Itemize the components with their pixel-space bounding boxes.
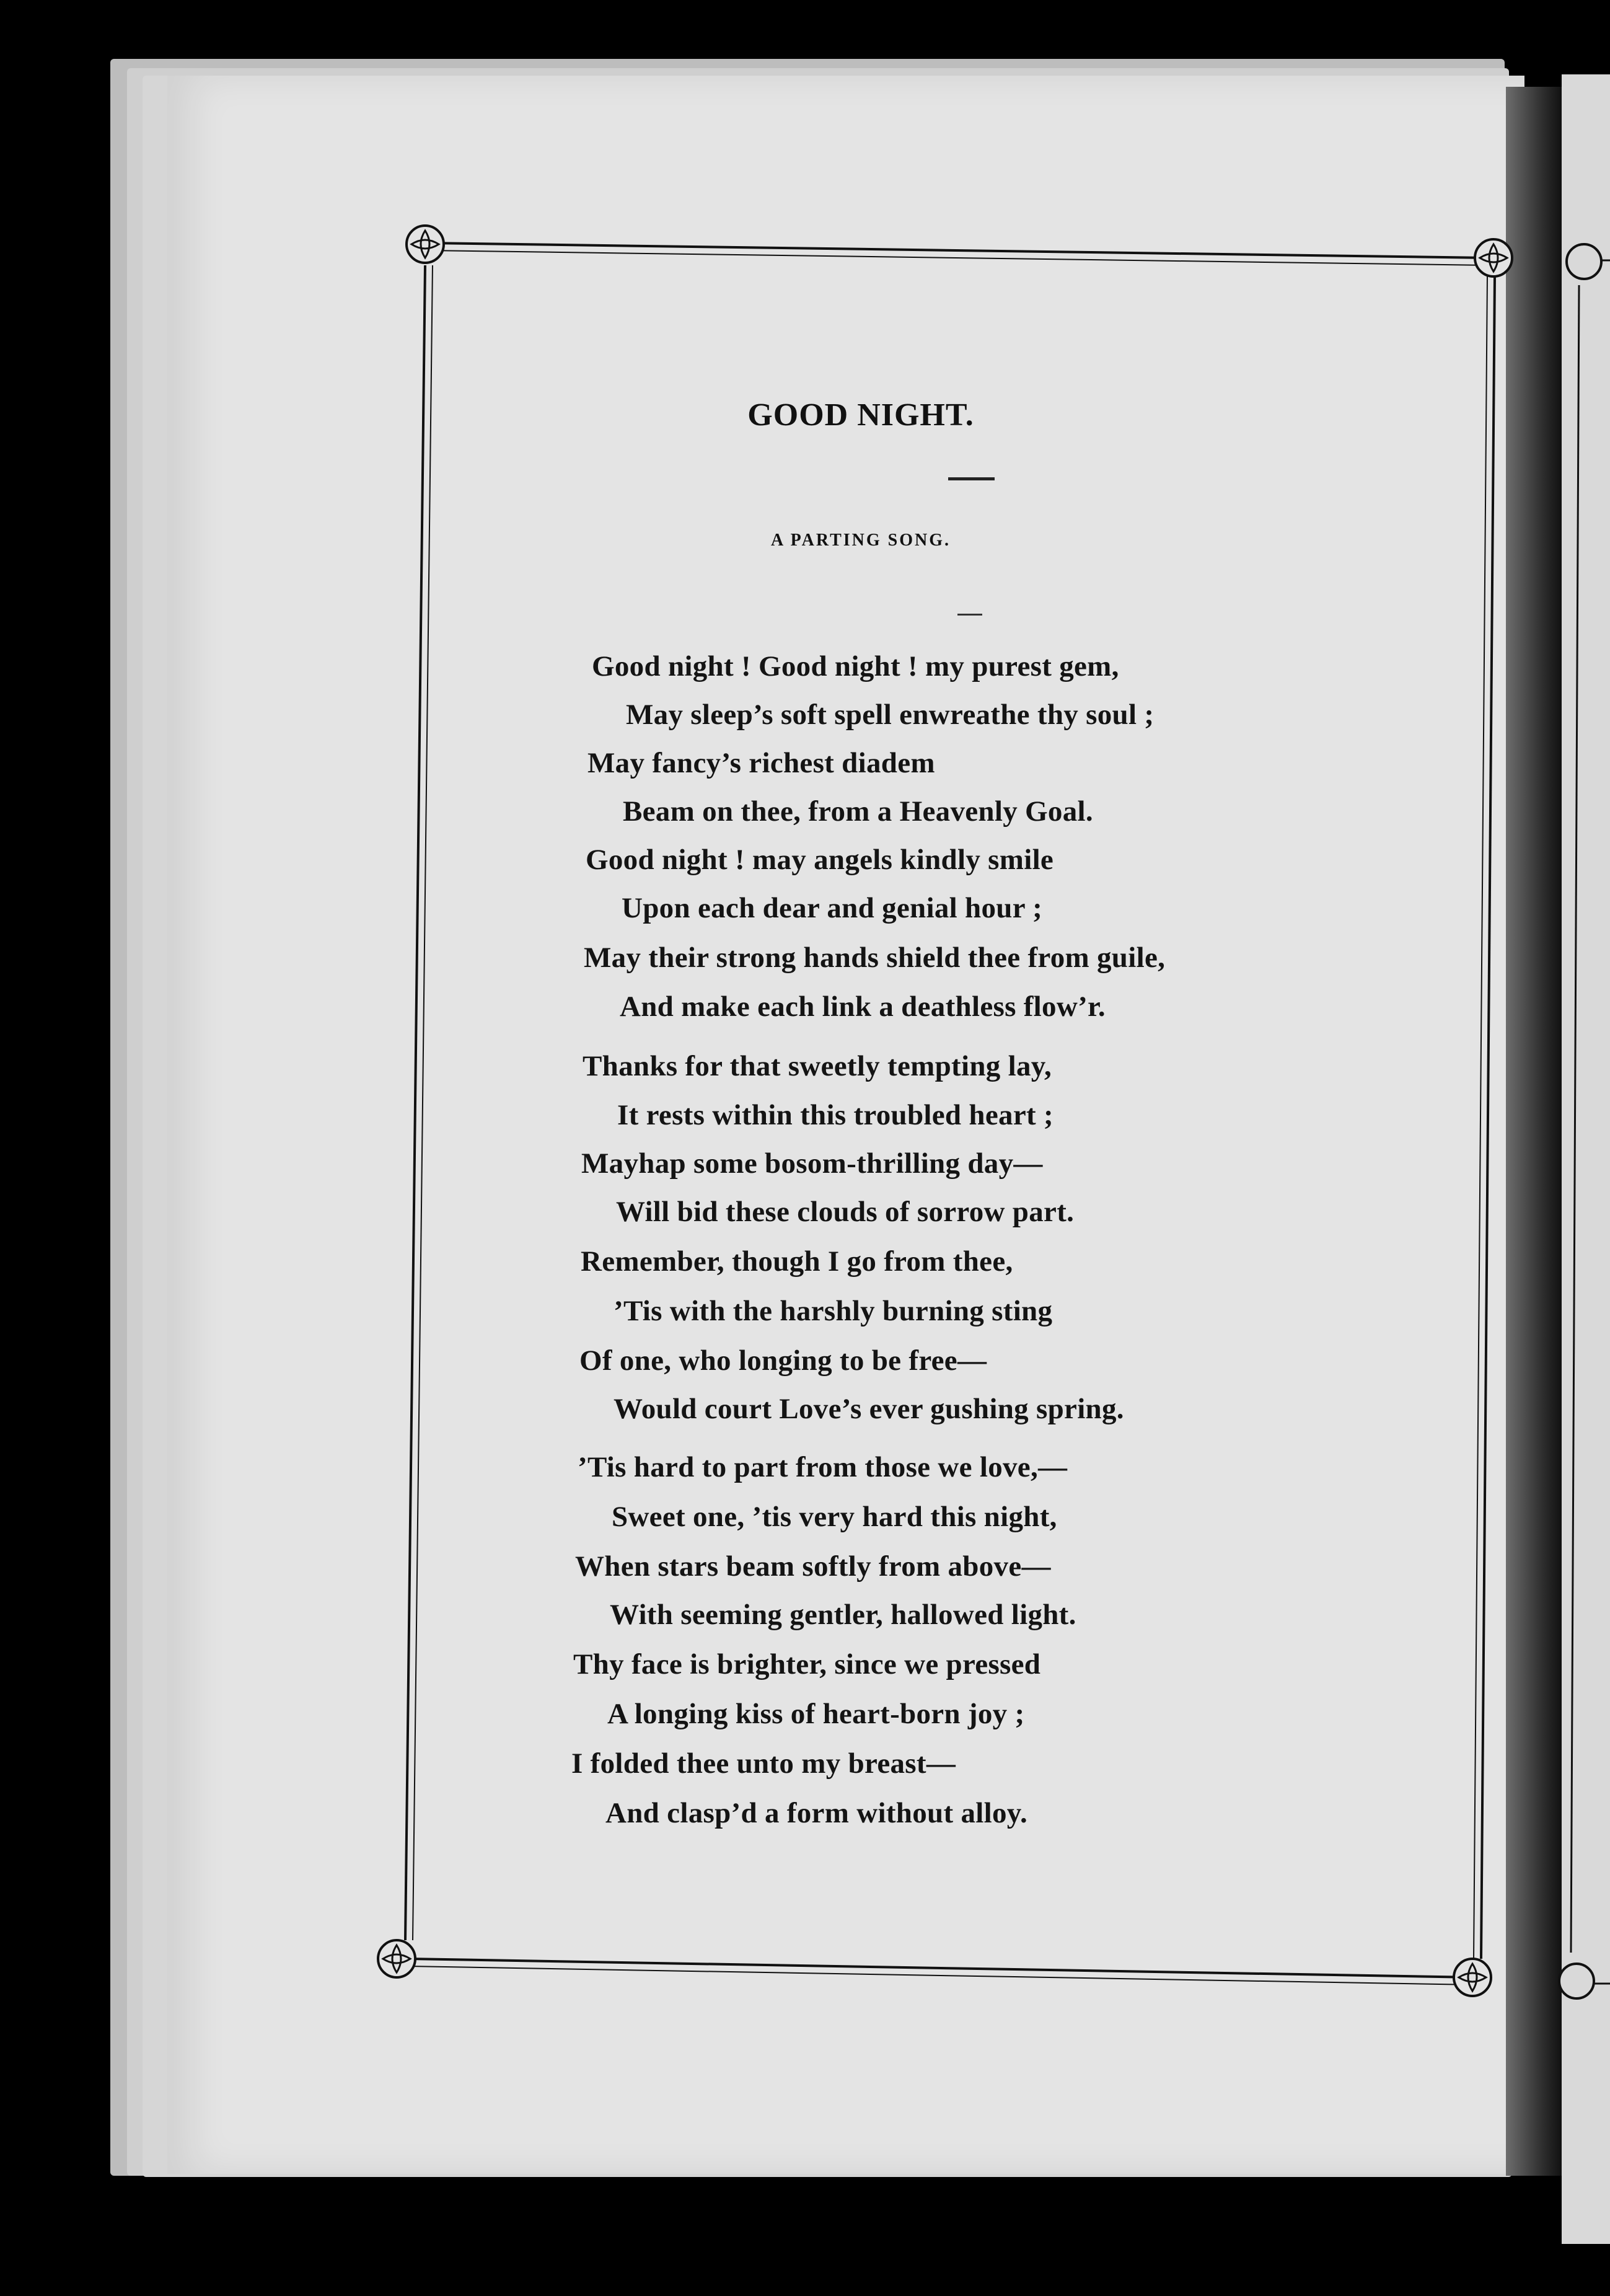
poem-line: Good night ! may angels kindly smile (586, 844, 1054, 876)
poem-line: Mayhap some bosom-thrilling day— (581, 1147, 1043, 1180)
poem-line: Remember, though I go from thee, (581, 1245, 1013, 1278)
poem-line: Will bid these clouds of sorrow part. (616, 1196, 1075, 1228)
poem-subtitle: A PARTING SONG. (770, 531, 951, 550)
poem-line: And make each link a deathless flow’r. (620, 991, 1106, 1023)
poem-line: ’Tis with the harshly burning sting (614, 1295, 1053, 1327)
poem-line: A longing kiss of heart-born joy ; (607, 1698, 1025, 1730)
poem-line: Would court Love’s ever gushing spring. (614, 1393, 1124, 1425)
poem-line: Of one, who longing to be free— (579, 1344, 987, 1377)
poem-line: Upon each dear and genial hour ; (622, 892, 1043, 924)
corner-ornament-icon (407, 226, 444, 263)
corner-ornament-icon (378, 1940, 415, 1977)
poem-line: Sweet one, ’tis very hard this night, (612, 1501, 1057, 1533)
poem-line: And clasp’d a form without alloy. (605, 1797, 1028, 1829)
poem-line: When stars beam softly from above— (575, 1550, 1051, 1583)
poem-line: May sleep’s soft spell enwreathe thy soul ; (626, 699, 1155, 731)
poem-line: May their strong hands shield thee from guile, (584, 942, 1166, 974)
poem-line: With seeming gentler, hallowed light. (610, 1599, 1076, 1631)
poem-line: Thy face is brighter, since we pressed (573, 1648, 1041, 1680)
poem-line: Good night ! Good night ! my purest gem, (592, 650, 1119, 682)
corner-ornament-icon (1559, 1964, 1594, 1998)
poem-title: GOOD NIGHT. (747, 397, 974, 433)
poem-line: Beam on thee, from a Heavenly Goal. (623, 795, 1093, 828)
poem-line: ’Tis hard to part from those we love,— (578, 1451, 1068, 1483)
title-rule (948, 477, 995, 480)
corner-ornament-icon (1475, 239, 1512, 276)
poem-line: It rests within this troubled heart ; (617, 1099, 1054, 1131)
poem-line: May fancy’s richest diadem (587, 747, 935, 779)
subtitle-rule (957, 614, 982, 616)
poem-line: Thanks for that sweetly tempting lay, (583, 1050, 1052, 1082)
poem-line: I folded thee unto my breast— (571, 1747, 956, 1780)
corner-ornament-icon (1567, 244, 1601, 279)
corner-ornament-icon (1454, 1959, 1491, 1996)
